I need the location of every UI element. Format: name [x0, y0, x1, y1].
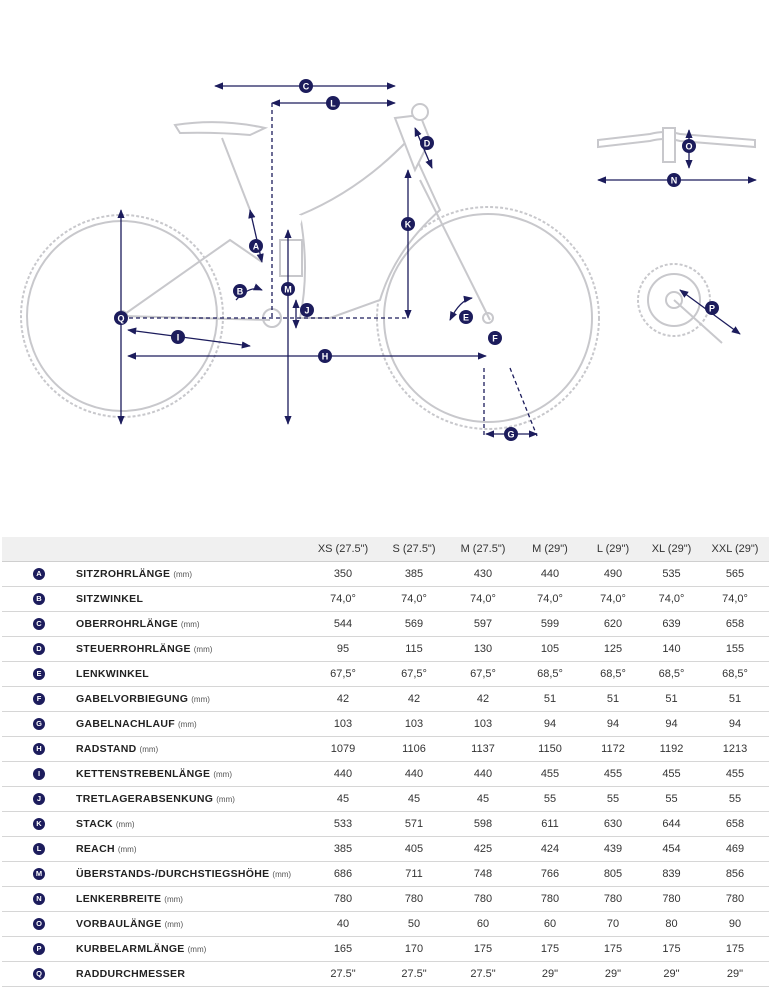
value-cell: 455	[701, 762, 769, 787]
svg-text:N: N	[670, 175, 678, 186]
value-cell: 103	[308, 712, 378, 737]
row-label: RADSTAND	[76, 743, 137, 755]
value-cell: 60	[516, 912, 584, 937]
letter-badge: L	[33, 843, 45, 855]
value-cell: 175	[701, 937, 769, 962]
row-label-cell	[76, 562, 308, 587]
row-badge-cell	[2, 712, 76, 737]
badge-a	[249, 239, 263, 253]
value-cell: 42	[308, 687, 378, 712]
header-size: XL (29")	[642, 537, 701, 562]
badge-i	[171, 330, 185, 344]
value-cell: 639	[642, 612, 701, 637]
row-label-cell	[76, 862, 308, 887]
value-cell: 1172	[584, 737, 642, 762]
row-label-cell	[76, 637, 308, 662]
svg-text:Q: Q	[117, 313, 125, 324]
value-cell: 1106	[378, 737, 450, 762]
badge-o	[682, 139, 696, 153]
letter-badge: C	[33, 618, 45, 630]
value-cell: 45	[450, 787, 516, 812]
value-cell: 74,0°	[378, 587, 450, 612]
value-cell: 94	[584, 712, 642, 737]
value-cell: 856	[701, 862, 769, 887]
row-label-cell	[76, 587, 308, 612]
value-cell: 67,5°	[378, 662, 450, 687]
value-cell: 611	[516, 812, 584, 837]
value-cell: 805	[584, 862, 642, 887]
row-label-cell	[76, 887, 308, 912]
value-cell: 780	[450, 887, 516, 912]
value-cell: 94	[642, 712, 701, 737]
value-cell: 42	[450, 687, 516, 712]
value-cell: 68,5°	[701, 662, 769, 687]
value-cell: 440	[516, 562, 584, 587]
svg-text:F: F	[492, 333, 498, 344]
table-row	[2, 662, 769, 687]
row-badge-cell	[2, 587, 76, 612]
letter-badge: N	[33, 893, 45, 905]
value-cell: 80	[642, 912, 701, 937]
table-header-row	[2, 537, 769, 562]
value-cell: 630	[584, 812, 642, 837]
row-label-cell	[76, 937, 308, 962]
value-cell: 74,0°	[584, 587, 642, 612]
row-label: TRETLAGERABSENKUNG	[76, 793, 214, 805]
svg-text:A: A	[252, 241, 260, 252]
header-size: L (29")	[584, 537, 642, 562]
row-badge-cell	[2, 762, 76, 787]
letter-badge: I	[33, 768, 45, 780]
value-cell: 533	[308, 812, 378, 837]
table-row	[2, 862, 769, 887]
value-cell: 430	[450, 562, 516, 587]
header-size: M (29")	[516, 537, 584, 562]
value-cell: 780	[378, 887, 450, 912]
badge-q	[114, 311, 128, 325]
value-cell: 620	[584, 612, 642, 637]
value-cell: 425	[450, 837, 516, 862]
row-label-cell	[76, 662, 308, 687]
header-size: XXL (29")	[701, 537, 769, 562]
value-cell: 469	[701, 837, 769, 862]
row-badge-cell	[2, 612, 76, 637]
value-cell: 385	[308, 837, 378, 862]
value-cell: 1213	[701, 737, 769, 762]
table-row	[2, 962, 769, 987]
table-row	[2, 762, 769, 787]
value-cell: 780	[516, 887, 584, 912]
value-cell: 42	[378, 687, 450, 712]
header-empty	[2, 537, 76, 562]
row-label: KETTENSTREBENLÄNGE	[76, 768, 211, 780]
row-unit: (mm)	[173, 570, 192, 579]
value-cell: 94	[701, 712, 769, 737]
row-label: STEUERROHRLÄNGE	[76, 643, 191, 655]
row-unit: (mm)	[272, 870, 292, 879]
row-badge-cell	[2, 937, 76, 962]
value-cell: 571	[378, 812, 450, 837]
svg-text:D: D	[423, 138, 431, 149]
header-size: S (27.5")	[378, 537, 450, 562]
letter-badge: K	[33, 818, 45, 830]
bike-frame	[122, 104, 490, 327]
value-cell: 67,5°	[450, 662, 516, 687]
value-cell: 67,5°	[308, 662, 378, 687]
letter-badge: A	[33, 568, 45, 580]
value-cell: 535	[642, 562, 701, 587]
value-cell: 440	[378, 762, 450, 787]
badge-m	[281, 282, 295, 296]
value-cell: 170	[378, 937, 450, 962]
value-cell: 68,5°	[516, 662, 584, 687]
value-cell: 748	[450, 862, 516, 887]
value-cell: 115	[378, 637, 450, 662]
value-cell: 51	[516, 687, 584, 712]
value-cell: 658	[701, 612, 769, 637]
value-cell: 440	[450, 762, 516, 787]
value-cell: 51	[642, 687, 701, 712]
value-cell: 74,0°	[701, 587, 769, 612]
row-unit: (mm)	[187, 945, 207, 954]
row-label: REACH	[76, 843, 115, 855]
value-cell: 103	[450, 712, 516, 737]
row-badge-cell	[2, 737, 76, 762]
letter-badge: G	[33, 718, 45, 730]
value-cell: 27.5"	[450, 962, 516, 987]
value-cell: 780	[642, 887, 701, 912]
svg-text:M: M	[284, 284, 292, 295]
badge-n	[667, 173, 681, 187]
value-cell: 350	[308, 562, 378, 587]
svg-text:P: P	[708, 303, 716, 314]
row-label: KURBELARMLÄNGE	[76, 943, 185, 955]
row-badge-cell	[2, 812, 76, 837]
value-cell: 60	[450, 912, 516, 937]
badge-j	[300, 303, 314, 317]
letter-badge: H	[33, 743, 45, 755]
row-label-cell	[76, 912, 308, 937]
value-cell: 105	[516, 637, 584, 662]
value-cell: 165	[308, 937, 378, 962]
value-cell: 29"	[642, 962, 701, 987]
value-cell: 766	[516, 862, 584, 887]
value-cell: 51	[584, 687, 642, 712]
row-unit: (mm)	[191, 695, 210, 704]
table-row	[2, 937, 769, 962]
value-cell: 50	[378, 912, 450, 937]
value-cell: 74,0°	[308, 587, 378, 612]
crankset-detail	[638, 264, 740, 343]
value-cell: 51	[701, 687, 769, 712]
table-row	[2, 837, 769, 862]
value-cell: 90	[701, 912, 769, 937]
value-cell: 125	[584, 637, 642, 662]
svg-text:G: G	[507, 429, 515, 440]
value-cell: 1150	[516, 737, 584, 762]
value-cell: 29"	[584, 962, 642, 987]
table-row	[2, 562, 769, 587]
svg-text:C: C	[302, 81, 310, 92]
row-label: VORBAULÄNGE	[76, 918, 162, 930]
row-badge-cell	[2, 787, 76, 812]
svg-text:B: B	[236, 286, 244, 297]
letter-badge: F	[33, 693, 45, 705]
value-cell: 686	[308, 862, 378, 887]
value-cell: 385	[378, 562, 450, 587]
svg-text:L: L	[330, 98, 336, 109]
value-cell: 55	[584, 787, 642, 812]
value-cell: 439	[584, 837, 642, 862]
value-cell: 597	[450, 612, 516, 637]
value-cell: 40	[308, 912, 378, 937]
value-cell: 27.5"	[308, 962, 378, 987]
row-badge-cell	[2, 962, 76, 987]
value-cell: 569	[378, 612, 450, 637]
value-cell: 74,0°	[450, 587, 516, 612]
value-cell: 103	[378, 712, 450, 737]
letter-badge: M	[33, 868, 45, 880]
row-label-cell	[76, 812, 308, 837]
value-cell: 455	[584, 762, 642, 787]
row-label-cell	[76, 687, 308, 712]
row-unit: (mm)	[193, 645, 213, 654]
table-row	[2, 687, 769, 712]
value-cell: 45	[378, 787, 450, 812]
row-label-cell	[76, 712, 308, 737]
value-cell: 29"	[516, 962, 584, 987]
row-label: LENKERBREITE	[76, 893, 162, 905]
value-cell: 29"	[701, 962, 769, 987]
letter-badge: E	[33, 668, 45, 680]
badge-f	[488, 331, 502, 345]
row-label-cell	[76, 837, 308, 862]
svg-text:E: E	[462, 312, 470, 323]
table-row	[2, 912, 769, 937]
header-size: M (27.5")	[450, 537, 516, 562]
row-unit: (mm)	[180, 620, 200, 629]
svg-text:O: O	[685, 141, 693, 152]
value-cell: 55	[701, 787, 769, 812]
table-row	[2, 612, 769, 637]
value-cell: 780	[584, 887, 642, 912]
value-cell: 175	[450, 937, 516, 962]
value-cell: 1137	[450, 737, 516, 762]
row-badge-cell	[2, 912, 76, 937]
value-cell: 175	[642, 937, 701, 962]
row-unit: (mm)	[164, 895, 183, 904]
badge-p	[705, 301, 719, 315]
row-badge-cell	[2, 887, 76, 912]
value-cell: 55	[516, 787, 584, 812]
value-cell: 140	[642, 637, 701, 662]
value-cell: 598	[450, 812, 516, 837]
value-cell: 74,0°	[642, 587, 701, 612]
value-cell: 175	[584, 937, 642, 962]
row-label: ÜBERSTANDS-/DURCHSTIEGSHÖHE	[76, 868, 270, 880]
svg-text:H: H	[321, 351, 329, 362]
row-badge-cell	[2, 637, 76, 662]
row-unit: (mm)	[177, 720, 197, 729]
row-unit: (mm)	[164, 920, 184, 929]
svg-text:K: K	[404, 219, 412, 230]
value-cell: 711	[378, 862, 450, 887]
row-unit: (mm)	[139, 745, 159, 754]
value-cell: 658	[701, 812, 769, 837]
header-empty	[76, 537, 308, 562]
geometry-table	[2, 537, 769, 987]
table-row	[2, 587, 769, 612]
row-badge-cell	[2, 862, 76, 887]
row-badge-cell	[2, 837, 76, 862]
badge-g	[504, 427, 518, 441]
value-cell: 839	[642, 862, 701, 887]
badge-k	[401, 217, 415, 231]
letter-badge: Q	[33, 968, 45, 980]
value-cell: 130	[450, 637, 516, 662]
row-label-cell	[76, 737, 308, 762]
row-unit: (mm)	[117, 845, 137, 854]
value-cell: 94	[516, 712, 584, 737]
row-label-cell	[76, 787, 308, 812]
badge-b	[233, 284, 247, 298]
value-cell: 1192	[642, 737, 701, 762]
value-cell: 455	[516, 762, 584, 787]
header-size: XS (27.5")	[308, 537, 378, 562]
row-badge-cell	[2, 662, 76, 687]
row-label: GABELVORBIEGUNG	[76, 693, 189, 705]
value-cell: 155	[701, 637, 769, 662]
letter-badge: J	[33, 793, 45, 805]
value-cell: 95	[308, 637, 378, 662]
value-cell: 70	[584, 912, 642, 937]
letter-badge: D	[33, 643, 45, 655]
value-cell: 780	[308, 887, 378, 912]
table-body	[2, 562, 769, 987]
letter-badge: B	[33, 593, 45, 605]
value-cell: 45	[308, 787, 378, 812]
row-label: GABELNACHLAUF	[76, 718, 175, 730]
row-label-cell	[76, 762, 308, 787]
badge-e	[459, 310, 473, 324]
table-row	[2, 887, 769, 912]
letter-badge: O	[33, 918, 45, 930]
row-label: RADDURCHMESSER	[76, 968, 186, 980]
value-cell: 440	[308, 762, 378, 787]
value-cell: 455	[642, 762, 701, 787]
row-unit: (mm)	[213, 770, 232, 779]
value-cell: 454	[642, 837, 701, 862]
table-row	[2, 812, 769, 837]
handlebar-detail	[598, 128, 756, 180]
badge-d	[420, 136, 434, 150]
value-cell: 565	[701, 562, 769, 587]
row-unit: (mm)	[216, 795, 235, 804]
badge-l	[326, 96, 340, 110]
value-cell: 544	[308, 612, 378, 637]
table-row	[2, 787, 769, 812]
badge-c	[299, 79, 313, 93]
row-badge-cell	[2, 687, 76, 712]
value-cell: 175	[516, 937, 584, 962]
value-cell: 68,5°	[642, 662, 701, 687]
row-badge-cell	[2, 562, 76, 587]
value-cell: 1079	[308, 737, 378, 762]
badge-h	[318, 349, 332, 363]
value-cell: 405	[378, 837, 450, 862]
svg-text:I: I	[176, 332, 180, 343]
table-row	[2, 737, 769, 762]
row-label: LENKWINKEL	[76, 668, 149, 680]
table-row	[2, 712, 769, 737]
svg-text:J: J	[304, 305, 310, 316]
value-cell: 780	[701, 887, 769, 912]
row-label-cell	[76, 612, 308, 637]
row-unit: (mm)	[115, 820, 135, 829]
row-label-cell	[76, 962, 308, 987]
letter-badge: P	[33, 943, 45, 955]
value-cell: 424	[516, 837, 584, 862]
table-row	[2, 637, 769, 662]
row-label: OBERROHRLÄNGE	[76, 618, 178, 630]
value-cell: 599	[516, 612, 584, 637]
row-label: SITZROHRLÄNGE	[76, 568, 171, 580]
row-label: SITZWINKEL	[76, 593, 144, 605]
value-cell: 55	[642, 787, 701, 812]
value-cell: 644	[642, 812, 701, 837]
value-cell: 74,0°	[516, 587, 584, 612]
row-label: STACK	[76, 818, 113, 830]
value-cell: 27.5"	[378, 962, 450, 987]
value-cell: 490	[584, 562, 642, 587]
value-cell: 68,5°	[584, 662, 642, 687]
